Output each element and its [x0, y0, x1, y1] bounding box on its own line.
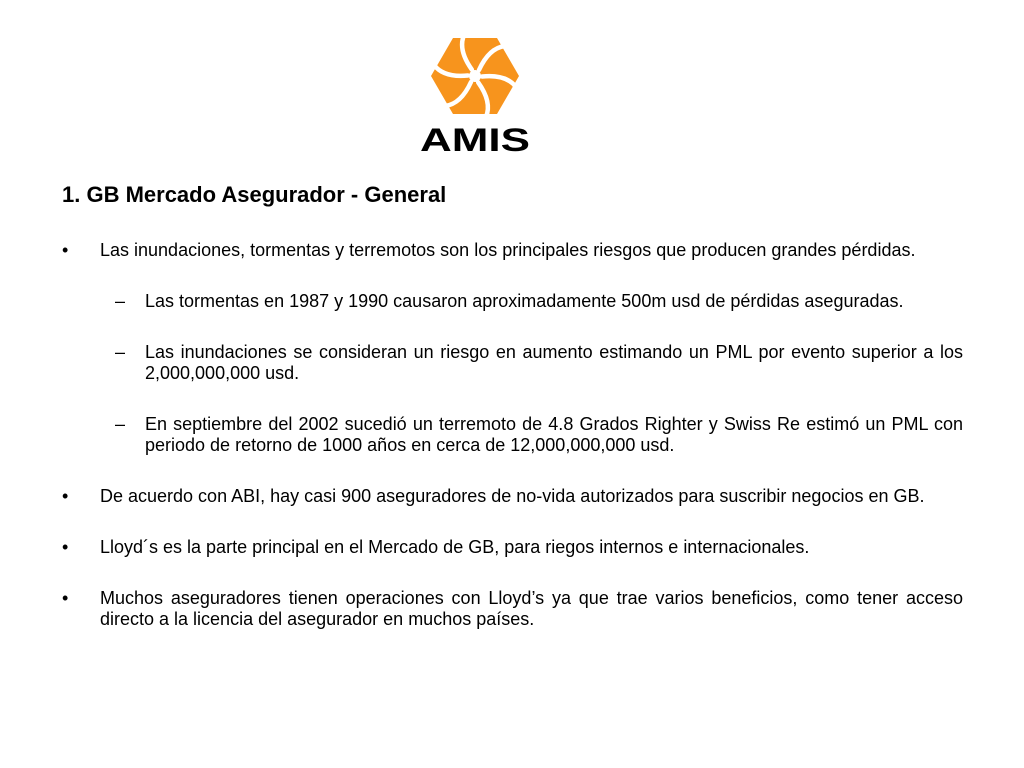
- slide-content: [62, 240, 963, 630]
- sub-bullet-item: [62, 414, 963, 456]
- sub-bullet-item: [62, 291, 963, 312]
- dash-marker: –: [115, 291, 126, 311]
- bullet-item: [62, 240, 963, 261]
- bullet-text: Muchos aseguradores tienen operaciones con Lloyd’s ya que trae varios beneficios, como tener acceso directo a la licencia del asegurador en muchos países.: [100, 588, 963, 629]
- sub-bullet-text: Las tormentas en 1987 y 1990 causaron aproximadamente 500m usd de pérdidas aseguradas.: [145, 291, 904, 311]
- bullet-marker: •: [62, 486, 69, 506]
- dash-marker: –: [115, 414, 126, 434]
- bullet-marker: •: [62, 588, 69, 608]
- sub-bullet-text: En septiembre del 2002 sucedió un terremoto de 4.8 Grados Righter y Swiss Re estimó un PML con periodo de retorno de 1000 años en cerca de 12,000,000,000 usd.: [145, 414, 963, 455]
- bullet-item: [62, 588, 963, 630]
- bullet-marker: •: [62, 537, 69, 557]
- sub-bullet-item: [62, 342, 963, 384]
- slide-title: 1. GB Mercado Asegurador - General: [62, 182, 447, 207]
- bullet-item: [62, 486, 963, 507]
- amis-logo-graphic: [418, 38, 532, 154]
- bullet-text: Las inundaciones, tormentas y terremotos son los principales riesgos que producen grandes pérdidas.: [100, 240, 916, 260]
- bullet-item: [62, 537, 963, 558]
- bullet-text: Lloyd´s es la parte principal en el Mercado de GB, para riegos internos e internacionales.: [100, 537, 810, 557]
- dash-marker: –: [115, 342, 126, 362]
- bullet-marker: •: [62, 240, 69, 260]
- amis-logo: [418, 38, 532, 154]
- bullet-text: De acuerdo con ABI, hay casi 900 aseguradores de no-vida autorizados para suscribir negocios en GB.: [100, 486, 925, 506]
- sub-bullet-text: Las inundaciones se consideran un riesgo en aumento estimando un PML por evento superior a los 2,000,000,000 usd.: [145, 342, 963, 383]
- logo-text: AMIS: [420, 122, 530, 154]
